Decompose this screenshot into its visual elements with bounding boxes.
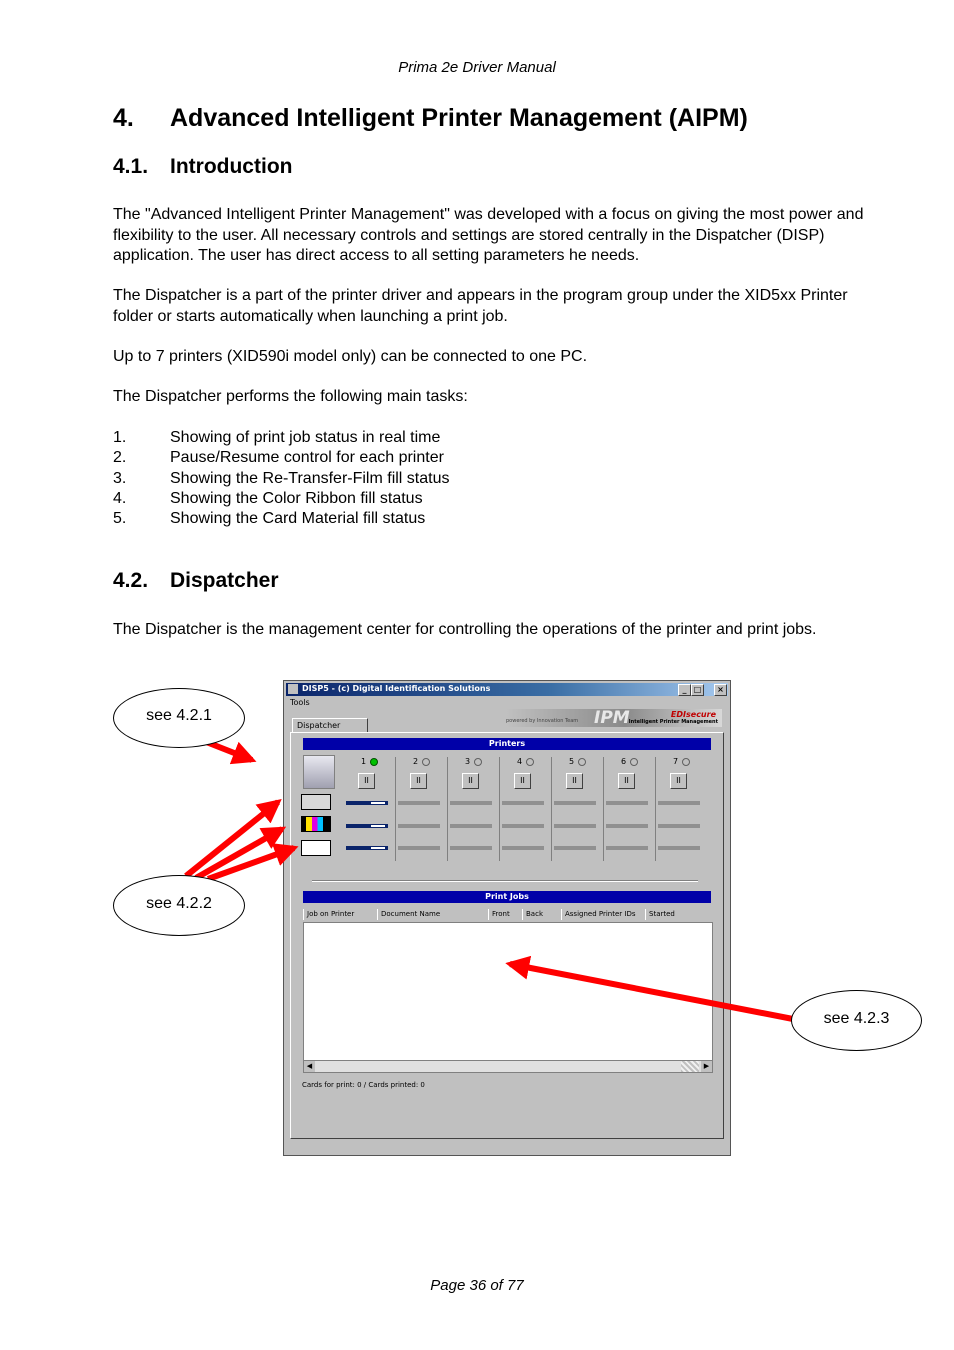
pause-button[interactable]: II — [670, 773, 687, 789]
task-text: Pause/Resume control for each printer — [170, 449, 444, 466]
printer-number: 2 — [413, 757, 419, 766]
section-title: Dispatcher — [170, 569, 279, 592]
intro-paragraph-4: The Dispatcher performs the following main tasks: — [113, 388, 468, 405]
task-number: 3. — [113, 470, 127, 487]
task-number: 4. — [113, 490, 127, 507]
dispatcher-paragraph: The Dispatcher is the management center for controlling the operations of the printer and print jobs. — [113, 621, 817, 638]
pause-button[interactable]: II — [358, 773, 375, 789]
section-title: Introduction — [170, 155, 293, 178]
logo-brand: EDIsecure — [670, 710, 716, 719]
column-header[interactable]: Started — [645, 909, 711, 920]
task-text: Showing the Card Material fill status — [170, 510, 426, 527]
printer-number: 7 — [673, 757, 679, 766]
window-title: DISP5 - (c) Digital Identification Solutions — [302, 684, 491, 693]
task-text: Showing the Re-Transfer-Film fill status — [170, 470, 450, 487]
task-text: Showing the Color Ribbon fill status — [170, 490, 423, 507]
column-header[interactable]: Front — [488, 909, 523, 920]
printer-number: 3 — [465, 757, 471, 766]
minimize-icon[interactable]: _ — [678, 684, 691, 696]
chapter-title: Advanced Intelligent Printer Management (AIPM) — [170, 104, 748, 132]
close-icon[interactable]: × — [714, 684, 727, 696]
scroll-left-icon[interactable]: ◀ — [304, 1061, 315, 1072]
arrow-4-2-3 — [510, 964, 793, 1019]
task-number: 5. — [113, 510, 127, 527]
pause-button[interactable]: II — [462, 773, 479, 789]
intro-paragraph-2: The Dispatcher is a part of the printer driver and appears in the program group under the XID5xx Printer folder or starts automatically when launching a print job. — [113, 287, 848, 325]
scroll-right-icon[interactable]: ▶ — [701, 1061, 712, 1072]
section-number: 4.2. — [113, 569, 149, 592]
pause-button[interactable]: II — [618, 773, 635, 789]
maximize-icon[interactable]: □ — [691, 684, 704, 696]
chapter-number: 4. — [113, 104, 134, 132]
printers-header: Printers — [303, 738, 711, 750]
printer-number: 5 — [569, 757, 575, 766]
print-jobs-header: Print Jobs — [303, 891, 711, 903]
callout-4-2-2: see 4.2.2 — [113, 875, 245, 936]
printer-number: 4 — [517, 757, 523, 766]
status-text: Cards for print: 0 / Cards printed: 0 — [302, 1081, 425, 1089]
task-number: 1. — [113, 429, 127, 446]
callout-4-2-1: see 4.2.1 — [113, 688, 245, 748]
section-number: 4.1. — [113, 155, 149, 178]
pause-button[interactable]: II — [410, 773, 427, 789]
pause-button[interactable]: II — [514, 773, 531, 789]
task-number: 2. — [113, 449, 127, 466]
column-header[interactable]: Document Name — [377, 909, 489, 920]
page-number: Page 36 of 77 — [430, 1277, 524, 1294]
column-header[interactable]: Assigned Printer IDs — [561, 909, 646, 920]
running-header: Prima 2e Driver Manual — [398, 59, 556, 76]
logo-ipm: IPM — [594, 708, 630, 728]
column-header[interactable]: Back — [522, 909, 562, 920]
logo-powered-by: powered by Innovation Team — [506, 718, 579, 724]
menu-tools[interactable]: Tools — [290, 698, 310, 707]
task-text: Showing of print job status in real time — [170, 429, 441, 446]
column-header[interactable]: Job on Printer — [303, 909, 378, 920]
printer-number: 1 — [361, 757, 367, 766]
callout-4-2-3: see 4.2.3 — [791, 990, 922, 1051]
printer-number: 6 — [621, 757, 627, 766]
logo-subtitle: Intelligent Printer Management — [628, 719, 718, 725]
intro-paragraph-3: Up to 7 printers (XID590i model only) can be connected to one PC. — [113, 348, 588, 365]
intro-paragraph-1: The "Advanced Intelligent Printer Management" was developed with a focus on giving the most power and flexibility to the user. All necessary controls and settings are stored centrally in the Dispatcher (DISP) application. The user has direct access to all setting parameters he needs. — [113, 206, 864, 264]
pause-button[interactable]: II — [566, 773, 583, 789]
tab-dispatcher[interactable]: Dispatcher — [292, 718, 368, 733]
